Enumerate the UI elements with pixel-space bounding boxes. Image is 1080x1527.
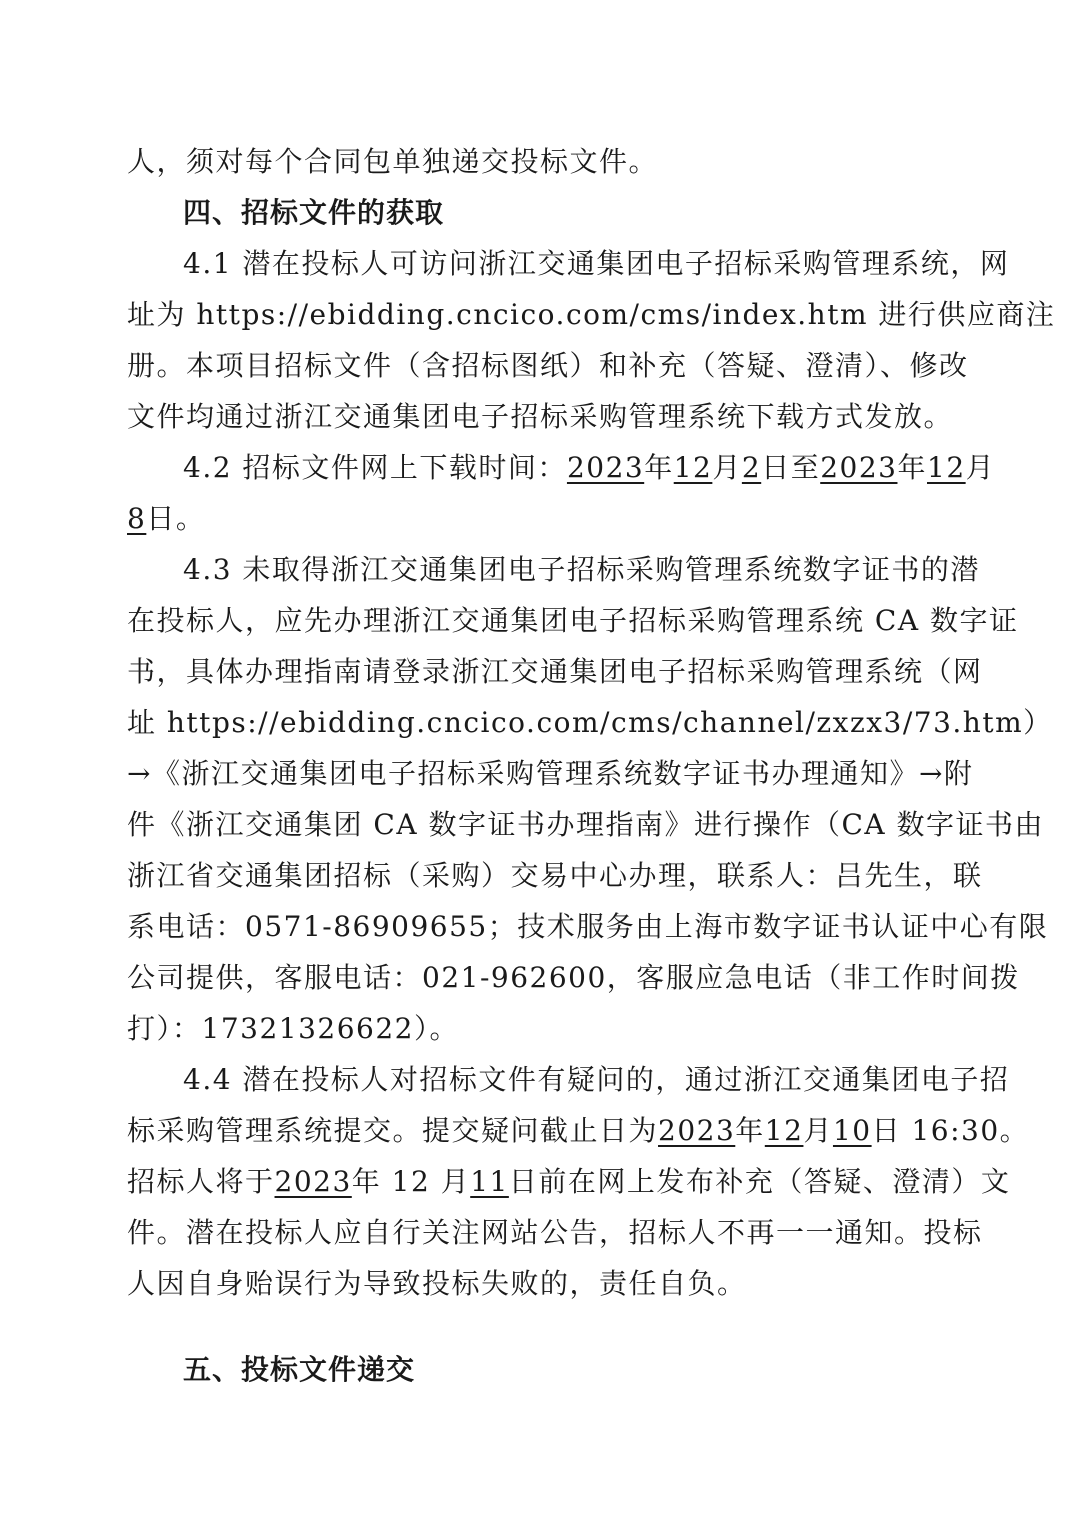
paragraph-4-4-line: 人因自身贻误行为导致投标失败的，责任自负。	[127, 1267, 747, 1300]
paragraph-4-3-line: 件《浙江交通集团 CA 数字证书办理指南》进行操作（CA 数字证书由	[127, 808, 1044, 841]
text: 年 12 月	[351, 1165, 471, 1198]
download-start-year: 2023	[566, 451, 645, 484]
text: 日。	[146, 502, 206, 535]
question-deadline-month: 12	[764, 1114, 804, 1147]
download-end-year: 2023	[820, 451, 898, 484]
paragraph-4-3-line: →《浙江交通集团电子招标采购管理系统数字证书办理通知》→附	[127, 757, 974, 790]
text: 月	[803, 1114, 833, 1147]
paragraph-line: 人，须对每个合同包单独递交投标文件。	[127, 145, 659, 178]
text: 月	[965, 451, 996, 484]
text: 月	[712, 451, 742, 484]
paragraph-4-3-line: 浙江省交通集团招标（采购）交易中心办理，联系人：吕先生，联	[127, 859, 983, 892]
section-heading-4: 四、招标文件的获取	[183, 196, 445, 229]
paragraph-4-4-line	[127, 1164, 1011, 1200]
text: 日至	[761, 451, 821, 484]
section-heading-5: 五、投标文件递交	[183, 1353, 416, 1386]
text: 日 16:30。	[871, 1114, 1030, 1147]
text: 年	[735, 1114, 765, 1147]
paragraph-4-1-line: 4.1 潜在投标人可访问浙江交通集团电子招标采购管理系统，网	[183, 247, 1010, 280]
paragraph-4-3-line: 4.3 未取得浙江交通集团电子招标采购管理系统数字证书的潜	[183, 553, 980, 586]
paragraph-4-3-line: 在投标人，应先办理浙江交通集团电子招标采购管理系统 CA 数字证	[127, 604, 1019, 637]
text: 招标人将于	[127, 1165, 275, 1198]
paragraph-4-4-line: 件。潜在投标人应自行关注网站公告，招标人不再一一通知。投标	[127, 1216, 983, 1249]
paragraph-4-3-line: 书，具体办理指南请登录浙江交通集团电子招标采购管理系统（网	[127, 655, 983, 688]
supplement-release-day: 11	[470, 1165, 509, 1198]
supplement-release-year: 2023	[274, 1165, 352, 1198]
question-deadline-day: 10	[832, 1114, 872, 1147]
paragraph-4-3-line: 址 https://ebidding.cncico.com/cms/channel/zxzx3/73.htm）	[127, 706, 1053, 739]
text: 标采购管理系统提交。提交疑问截止日为	[127, 1114, 659, 1147]
paragraph-4-3-line: 系电话：0571-86909655；技术服务由上海市数字证书认证中心有限	[127, 910, 1049, 943]
text: 4.2 招标文件网上下载时间：	[183, 451, 567, 484]
paragraph-4-2-line	[183, 450, 996, 486]
text: 年	[897, 451, 927, 484]
text: 年	[644, 451, 674, 484]
paragraph-4-1-line: 文件均通过浙江交通集团电子招标采购管理系统下载方式发放。	[127, 400, 954, 433]
question-deadline-year: 2023	[658, 1114, 736, 1147]
paragraph-4-4-line	[127, 1113, 1030, 1149]
download-start-day: 2	[741, 451, 762, 484]
download-end-month: 12	[927, 451, 966, 484]
download-end-day: 8	[127, 502, 147, 535]
paragraph-4-4-line: 4.4 潜在投标人对招标文件有疑问的，通过浙江交通集团电子招	[183, 1063, 1010, 1096]
paragraph-4-3-line: 打）：17321326622）。	[127, 1012, 459, 1045]
paragraph-4-2-line	[127, 501, 947, 537]
text: 日前在网上发布补充（答疑、澄清）文	[508, 1165, 1011, 1198]
paragraph-4-1-line: 册。本项目招标文件（含招标图纸）和补充（答疑、澄清）、修改	[127, 349, 969, 382]
paragraph-4-3-line: 公司提供，客服电话：021-962600，客服应急电话（非工作时间拨	[127, 961, 1020, 994]
paragraph-4-1-line: 址为 https://ebidding.cncico.com/cms/index.htm 进行供应商注	[127, 298, 1056, 331]
download-start-month: 12	[673, 451, 713, 484]
